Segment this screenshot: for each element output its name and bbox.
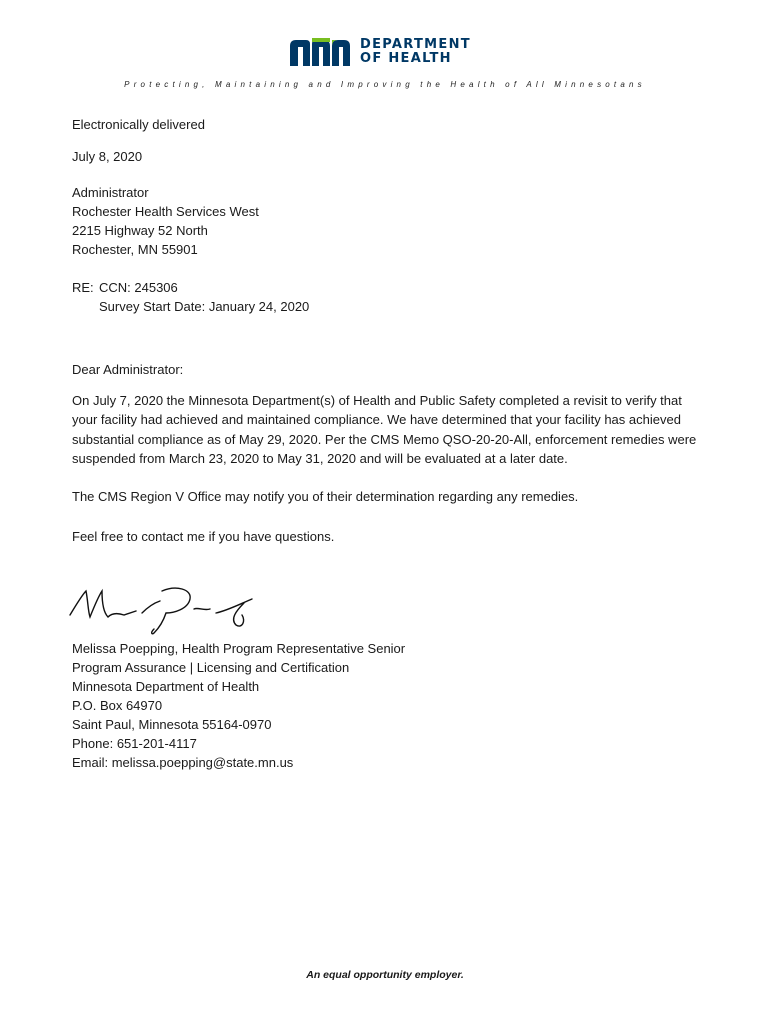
salutation: Dear Administrator: [72, 362, 184, 377]
body-paragraph-1: On July 7, 2020 the Minnesota Department(s) of Health and Public Safety completed a revisit to verify that your facility had achieved and maintained compliance. We have determined that your facility has achieved substantial compliance as of May 29, 2020. Per the CMS Memo QSO-20-20-All, enforcement remedies were suspended from March 23, 2020 to May 31, 2020 and will be evaluated at a later date. [72, 393, 697, 467]
re-survey-date: Survey Start Date: January 24, 2020 [99, 299, 310, 314]
signature-line: Program Assurance | Licensing and Certification [72, 660, 350, 675]
signature-line: Minnesota Department of Health [72, 679, 260, 694]
signature-line: Melissa Poepping, Health Program Representative Senior [72, 641, 406, 656]
address-line: Administrator [72, 185, 149, 200]
tagline: Protecting, Maintaining and Improving the Health of All Minnesotans [124, 80, 646, 89]
handwritten-signature-icon [66, 583, 266, 641]
signature-email: Email: melissa.poepping@state.mn.us [72, 755, 294, 770]
address-line: 2215 Highway 52 North [72, 223, 208, 238]
re-ccn: CCN: 245306 [99, 280, 178, 295]
footer-text: An equal opportunity employer. [306, 969, 464, 981]
delivery-note: Electronically delivered [72, 117, 205, 132]
logo-text-line2: OF HEALTH [360, 51, 452, 66]
body-paragraph-3: Feel free to contact me if you have questions. [72, 529, 335, 544]
mn-logo-mark-icon [288, 36, 352, 68]
re-label: RE: [72, 280, 94, 295]
signature-block [72, 639, 405, 772]
address-line: Rochester, MN 55901 [72, 242, 198, 257]
signature-line: Saint Paul, Minnesota 55164-0970 [72, 717, 272, 732]
logo-text-line1: DEPARTMENT [360, 37, 471, 52]
letter-date: July 8, 2020 [72, 149, 143, 164]
reference-block [72, 278, 309, 316]
signature-line: Phone: 651-201-4117 [72, 736, 197, 751]
address-line: Rochester Health Services West [72, 204, 259, 219]
signature-line: P.O. Box 64970 [72, 698, 163, 713]
body-paragraph-2: The CMS Region V Office may notify you of their determination regarding any remedies. [72, 489, 579, 504]
mdh-logo [288, 35, 488, 69]
recipient-address [72, 183, 259, 259]
